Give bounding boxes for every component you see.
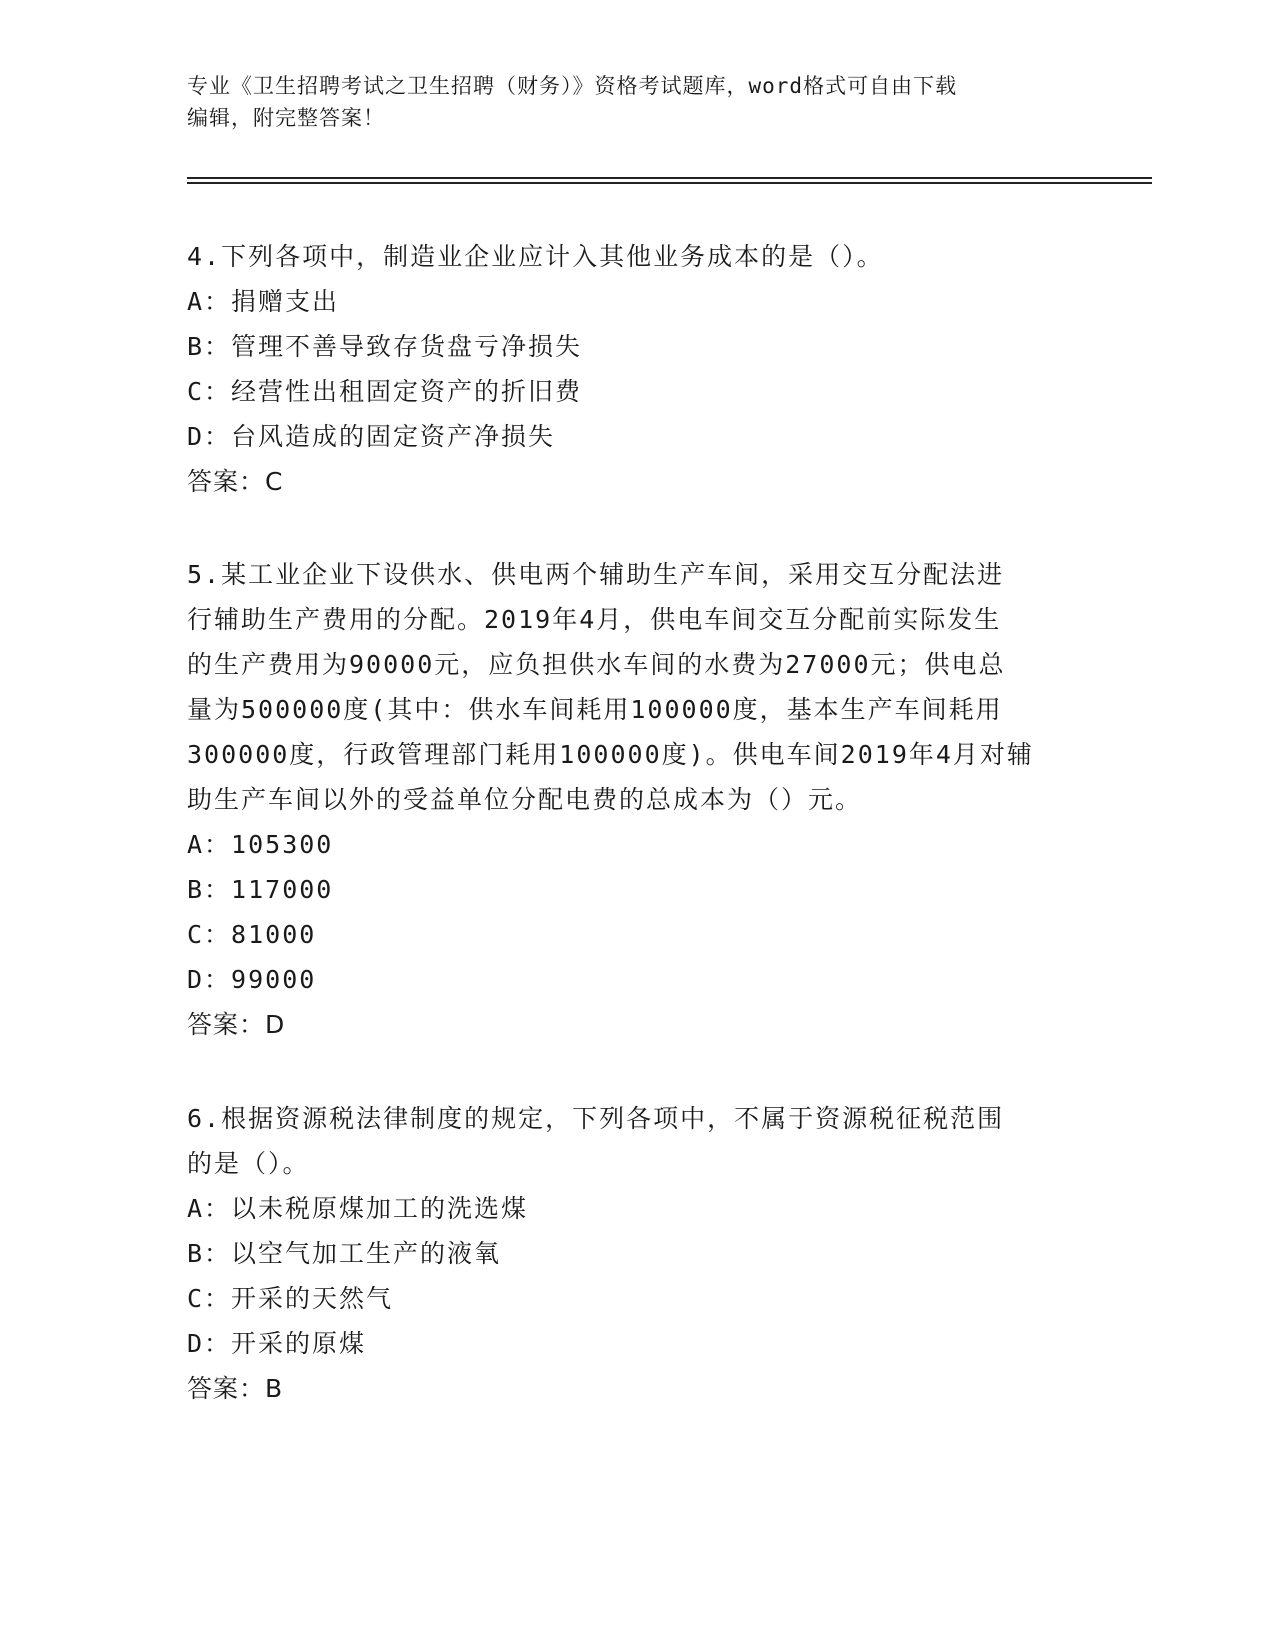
document-header xyxy=(187,70,1067,134)
answer: 答案：C xyxy=(187,467,284,496)
answer: 答案：D xyxy=(187,1010,286,1039)
option-a: A：105300 xyxy=(187,830,334,859)
option-a: A：捐赠支出 xyxy=(187,287,340,316)
option-c: C：开采的天然气 xyxy=(187,1284,394,1313)
question-stem: 4.下列各项中，制造业企业应计入其他业务成本的是（）。 xyxy=(187,242,884,271)
option-d: D：台风造成的固定资产净损失 xyxy=(187,422,556,451)
question-4 xyxy=(187,234,1087,504)
question-stem-line: 6.根据资源税法律制度的规定，下列各项中，不属于资源税征税范围 xyxy=(187,1104,1005,1133)
question-stem-line: 助生产车间以外的受益单位分配电费的总成本为（）元。 xyxy=(187,785,863,814)
header-divider-top xyxy=(187,177,1152,179)
option-b: B：以空气加工生产的液氧 xyxy=(187,1239,502,1268)
question-6 xyxy=(187,1096,1087,1411)
option-c: C：经营性出租固定资产的折旧费 xyxy=(187,377,583,406)
option-b: B：管理不善导致存货盘亏净损失 xyxy=(187,332,583,361)
option-b: B：117000 xyxy=(187,875,334,904)
question-stem-line: 的生产费用为90000元，应负担供水车间的水费为27000元；供电总 xyxy=(187,650,1006,679)
question-5 xyxy=(187,552,1087,1047)
option-d: D：99000 xyxy=(187,965,317,994)
question-stem-line: 300000度，行政管理部门耗用100000度)。供电车间2019年4月对辅 xyxy=(187,740,1034,769)
question-stem-line: 5.某工业企业下设供水、供电两个辅助生产车间，采用交互分配法进 xyxy=(187,560,1005,589)
question-stem-line: 行辅助生产费用的分配。2019年4月，供电车间交互分配前实际发生 xyxy=(187,605,1002,634)
header-line-2: 编辑，附完整答案！ xyxy=(187,106,385,130)
header-line-1: 专业《卫生招聘考试之卫生招聘（财务）》资格考试题库，word格式可自由下载 xyxy=(187,74,958,98)
question-stem-line: 的是（）。 xyxy=(187,1149,310,1178)
option-c: C：81000 xyxy=(187,920,317,949)
option-d: D：开采的原煤 xyxy=(187,1329,367,1358)
header-divider-bottom xyxy=(187,182,1152,184)
option-a: A：以未税原煤加工的洗选煤 xyxy=(187,1194,529,1223)
question-stem-line: 量为500000度(其中：供水车间耗用100000度，基本生产车间耗用 xyxy=(187,695,1003,724)
answer: 答案：B xyxy=(187,1374,284,1403)
